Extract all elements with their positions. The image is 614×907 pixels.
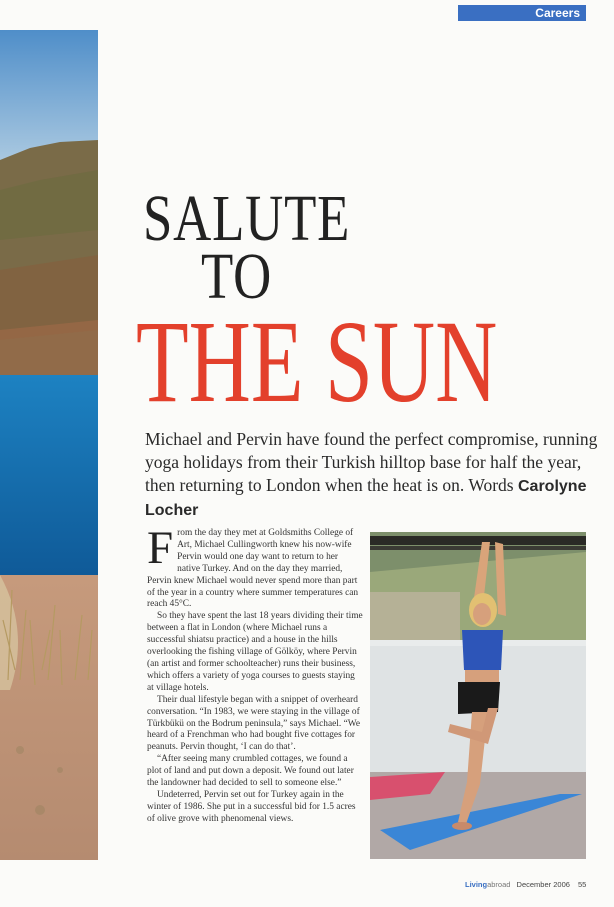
standfirst-text: Michael and Pervin have found the perfect compromise, running yoga holidays from their Turkish hilltop base for half the year, then returning to London when the heat is on. Words	[145, 429, 598, 495]
paragraph-2: So they have spent the last 18 years dividing their time between a flat in London (where Michael runs a successful shiatsu practice) and a house in the hills overlooking the fishing village of Gölköy, where Pervin (an artist and former schoolteacher) runs their business, which offers a variety of yoga courses to guests staying at village hotels.	[147, 611, 363, 693]
title-line-2: TO	[201, 240, 273, 313]
title-line-1: SALUTE	[143, 182, 351, 255]
landscape-photo	[0, 30, 98, 860]
byline: Carolyne Locher	[145, 478, 587, 519]
issue-date: December 2006	[516, 880, 570, 889]
drop-cap: F	[147, 522, 174, 574]
paragraph-5: Undeterred, Pervin set out for Turkey again in the winter of 1986. She put in a successful bid for 1.5 acres of olive grove with phenomenal views.	[147, 789, 356, 824]
paragraph-4: “After seeing many crumbled cottages, we found a plot of land and put down a deposit. We found out later the landowner had decided to sell to someone else.”	[147, 754, 354, 789]
magazine-brand: Livingabroad	[465, 880, 511, 889]
page-number: 55	[578, 880, 587, 889]
footer	[465, 880, 586, 889]
article-body	[147, 522, 363, 826]
paragraph-3: Their dual lifestyle began with a snippet of overheard conversation. “In 1983, we were staying in the village of Türkbükü on the Bodrum peninsula,” says Michael. “We heard of a Frenchman who had bought five cottages for peanuts. Pervin thought, ‘I can do that’.	[147, 694, 360, 753]
title-line-3: THE SUN	[136, 296, 498, 427]
yoga-photo	[370, 532, 586, 859]
section-tab: Careers	[458, 5, 586, 21]
paragraph-1: From the day they met at Goldsmiths College of Art, Michael Cullingworth knew his now-wife Pervin would one day want to return to her native Turkey. And on the day they married, Pervin knew Michael would never spend more than part of the year in a country where summer temperatures can reach 45°C.	[147, 522, 359, 610]
standfirst	[145, 428, 605, 522]
